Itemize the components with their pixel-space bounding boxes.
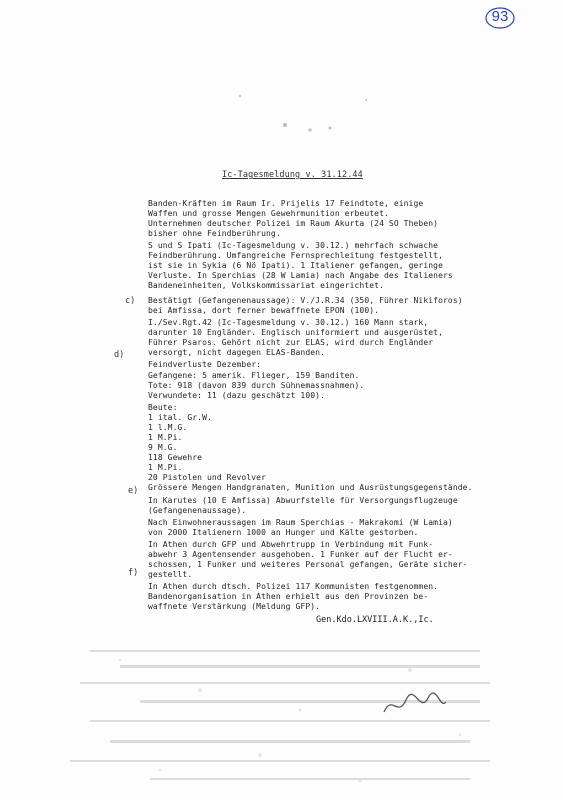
text-line: Gefangene: 5 amerik. Flieger, 159 Banditen.: [148, 371, 360, 380]
text-line: Bestätigt (Gefangenenaussage): V./J.R.34 (350, Führer Nikiforos): [148, 296, 463, 305]
text-line: Verluste. In Sperchias (28 W Lamia) nach Angabe des Italieners: [148, 271, 453, 280]
text-line: I./Sev.Rgt.42 (Ic-Tagesmeldung v. 30.12.) 160 Mann stark,: [148, 318, 429, 327]
text-line: Banden-Kräften im Raum Ir. Prijelis 17 Feindtote, einige: [148, 199, 424, 208]
text-line: Unternehmen deutscher Polizei im Raum Akurta (24 SO Theben): [148, 219, 439, 228]
text-line: 9 M.G.: [148, 443, 178, 452]
text-line: Bandeneinheiten, Volkskommissariat eingerichtet.: [148, 281, 384, 290]
text-line: Nach Einwohneraussagen im Raum Sperchias - Makrakomi (W Lamia): [148, 518, 453, 527]
text-line: schossen, 1 Funker und weiteres Personal gefangen, Geräte sicher-: [148, 560, 468, 569]
text-line: Feindverluste Dezember:: [148, 360, 262, 369]
handwritten-initials: [380, 690, 450, 720]
text-line: In Athen durch dtsch. Polizei 117 Kommunisten festgenommen.: [148, 582, 439, 591]
page-number-text: 93: [491, 8, 509, 25]
report-title: Ic-Tagesmeldung v. 31.12.44: [222, 170, 363, 180]
text-line: ist sie in Sykia (6 Nö Ipati). 1 Italiener gefangen, geringe: [148, 261, 443, 270]
text-line: waffnete Verstärkung (Meldung GFP).: [148, 602, 321, 611]
text-line: 1 ital. Gr.W.: [148, 413, 212, 422]
text-line: Waffen und grosse Mengen Gewehrmunition erbeutet.: [148, 209, 389, 218]
text-line: Tote: 918 (davon 839 durch Sühnemassnahmen).: [148, 381, 365, 390]
section-marker-d: d): [114, 350, 125, 360]
text-line: bisher ohne Feindberührung.: [148, 229, 281, 238]
text-line: 20 Pistolen und Revolver: [148, 473, 266, 482]
text-line: gestellt.: [148, 570, 193, 579]
text-line: 1 l.M.G.: [148, 423, 188, 432]
section-marker-f: f): [128, 568, 139, 578]
text-line: Verwundete: 11 (dazu geschätzt 100).: [148, 391, 325, 400]
text-line: abwehr 3 Agentensender ausgehoben. 1 Funker auf der Flucht er-: [148, 550, 453, 559]
text-line: darunter 10 Engländer. Englisch uniformiert und ausgerüstet,: [148, 328, 443, 337]
text-line: 1 M.Pi.: [148, 463, 183, 472]
text-line: von 2000 Italienern 1000 an Hunger und Kälte gestorben.: [148, 528, 419, 537]
text-line: In Karutes (10 E Amfissa) Abwurfstelle für Versorgungsflugzeuge: [148, 496, 458, 505]
signature-block: Gen.Kdo.LXVIII.A.K.,Ic.: [316, 615, 434, 625]
text-line: Bandenorganisation in Athen erhielt aus den Provinzen be-: [148, 592, 429, 601]
text-line: Führer Psaros. Gehört nicht zur ELAS, wird durch Engländer: [148, 338, 434, 347]
text-line: 118 Gewehre: [148, 453, 203, 462]
text-line: bei Amfissa, dort ferner bewaffnete EPON (100).: [148, 306, 380, 315]
text-line: S und S Ipati (Ic-Tagesmeldung v. 30.12.) mehrfach schwache: [148, 241, 439, 250]
section-marker-c: c): [125, 296, 136, 306]
text-line: versorgt, nicht dagegen ELAS-Banden.: [148, 348, 325, 357]
text-line: (Gefangenenaussage).: [148, 506, 247, 515]
text-line: In Athen durch GFP und Abwehrtrupp in Verbindung mit Funk-: [148, 540, 434, 549]
section-marker-e: e): [128, 486, 139, 496]
page-number: [484, 6, 516, 30]
text-line: Feindberührung. Umfangreiche Fernsprechleitung festgestellt,: [148, 251, 443, 260]
text-line: 1 M.Pi.: [148, 433, 183, 442]
text-line: Beute:: [148, 403, 178, 412]
text-line: Grössere Mengen Handgranaten, Munition und Ausrüstungsgegenstände.: [148, 483, 473, 492]
